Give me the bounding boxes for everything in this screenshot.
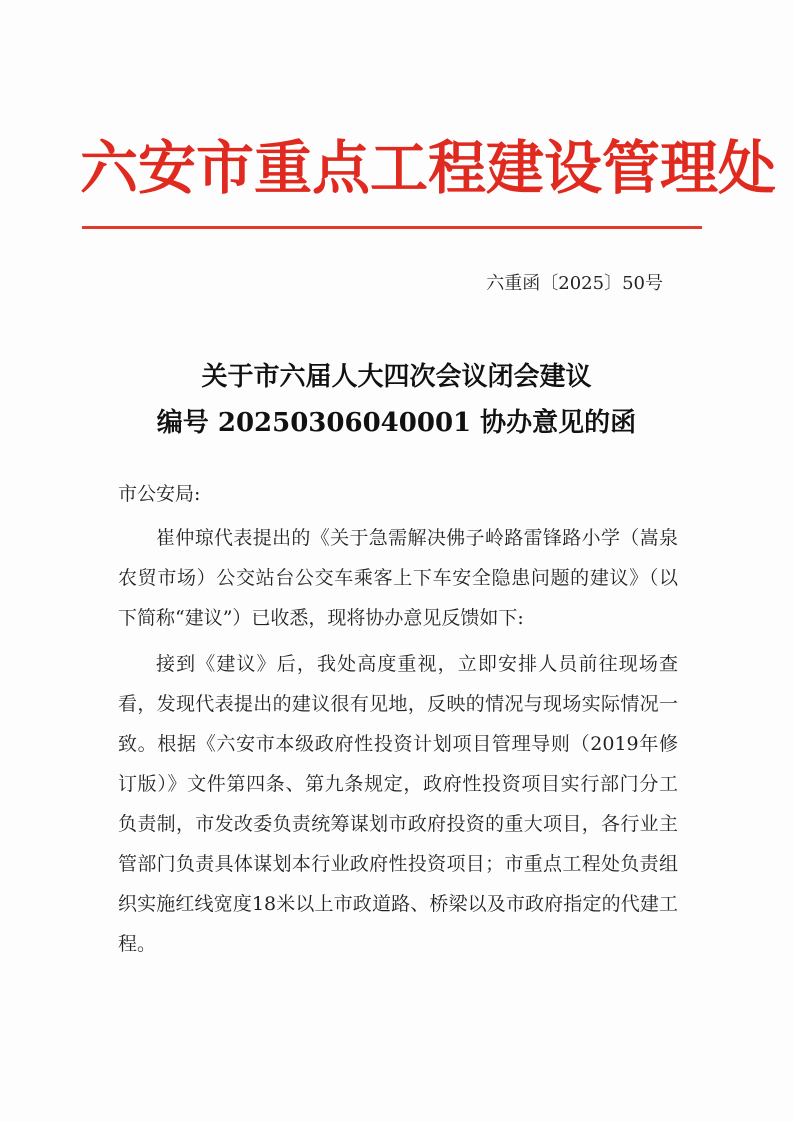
document-number: 六重函〔2025〕50号 bbox=[486, 273, 663, 294]
salutation: 市公安局: bbox=[118, 483, 201, 505]
document-title bbox=[90, 354, 703, 446]
title-line-1: 关于市六届人大四次会议闭会建议 bbox=[201, 362, 592, 392]
paragraph-1: 崔仲琼代表提出的《关于急需解决佛子岭路雷锋路小学（嵩泉农贸市场）公交站台公交车乘客上下车安全隐患问题的建议》（以下简称“建议”）已收悉，现将协办意见反馈如下: bbox=[118, 527, 678, 629]
organization-header: 六安市重点工程建设管理处 bbox=[80, 134, 777, 202]
title-line-2: 编号 20250306040001 协办意见的函 bbox=[156, 408, 637, 438]
letter-body bbox=[118, 518, 678, 970]
red-divider-line bbox=[82, 226, 702, 229]
paragraph-2: 接到《建议》后，我处高度重视，立即安排人员前往现场查看，发现代表提出的建议很有见地，反映的情况与现场实际情况一致。根据《六安市本级政府性投资计划项目管理导则（2019年修订版）》文件第四条、第九条规定，政府性投资项目实行部门分工负责制，市发改委负责统筹谋划市政府投资的重大项目，各行业主管部门负责具体谋划本行业政府性投资项目；市重点工程处负责组织实施红线宽度18米以上市政道路、桥梁以及市政府指定的代建工程。 bbox=[118, 653, 678, 955]
